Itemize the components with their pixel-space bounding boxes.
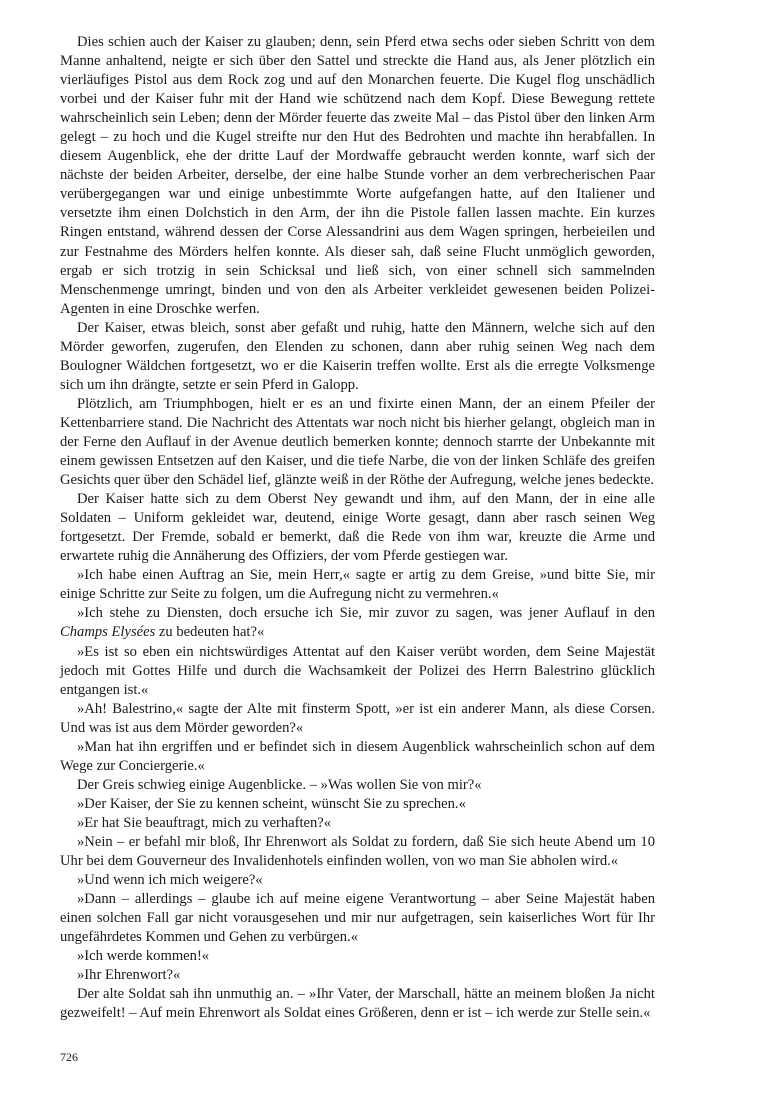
paragraph: Dies schien auch der Kaiser zu glauben; denn, sein Pferd etwa sechs oder sieben Schritt von dem Manne anhaltend, neigte er sich über den Sattel und streckte die Hand aus, als Jener plötzlich ein vierläufiges Pistol aus dem Rock zog und auf den Monarchen feuerte. Die Kugel flog unschädlich vorbei und der Kaiser fuhr mit der Hand wie schützend nach dem Kopf. Diese Bewegung rettete wahrscheinlich sein Leben; denn der Mörder feuerte das zweite Mal – das Pistol über den linken Arm gelegt – zu hoch und die Kugel streifte nur den Hut des Bedrohten und machte ihn herabfallen. In diesem Augenblick, ehe der dritte Lauf der Mordwaffe gebraucht werden konnte, warf sich der nächste der beiden Arbeiter, derselbe, der eine halbe Stunde vorher an dem verbrecherischen Paar verübergegangen war und einige unbestimmte Worte aufgefangen hatte, auf den Italiener und versetzte ihm einen Dolchstich in den Arm, der ihn die Pistole fallen lassen machte. Ein kurzes Ringen entstand, während dessen der Corse Alessandrini aus dem Wagen springen, herbeieilen und zur Festnahme des Mörders helfen konnte. Als dieser sah, daß seine Flucht unmöglich geworden, ergab er sich trotzig in sein Schicksal und ließ sich, von einer schnell sich sammelnden Menschenmenge umringt, binden und von den als Arbeiter verkleidet gewesenen beiden Polizei-Agenten in eine Droschke werfen. <box>60 34 655 317</box>
paragraph: »Ich habe einen Auftrag an Sie, mein Herr,« sagte er artig zu dem Greise, »und bitte Sie, mir einige Schritte zur Seite zu folgen, um die Aufregung nicht zu vermehren.« <box>60 567 655 603</box>
paragraph <box>60 604 655 642</box>
paragraph: »Ah! Balestrino,« sagte der Alte mit finsterm Spott, »er ist ein anderer Mann, als diese Corsen. Und was ist aus dem Mörder geworden?« <box>60 700 655 736</box>
paragraph: »Ihr Ehrenwort?« <box>77 967 181 984</box>
paragraph: »Man hat ihn ergriffen und er befindet sich in diesem Augenblick wahrscheinlich schon auf dem Wege zur Conciergerie.« <box>60 738 655 774</box>
paragraph: »Nein – er befahl mir bloß, Ihr Ehrenwort als Soldat zu fordern, daß Sie sich heute Abend um 10 Uhr bei dem Gouverneur des Invalidenhotels einfinden wollen, von wo man Sie abholen wird.« <box>60 833 655 870</box>
text-run: zu bedeuten hat?« <box>155 624 265 641</box>
paragraph: »Und wenn ich mich weigere?« <box>77 872 263 889</box>
paragraph: Der Kaiser, etwas bleich, sonst aber gefaßt und ruhig, hatte den Männern, welche sich auf den Mörder geworfen, zugerufen, den Elenden zu schonen, dann aber ruhig seinen Weg nach dem Boulogner Wäldchen fortgesetzt, wo er die Kaiserin treffen wollte. Erst als die erregte Volksmenge sich um ihn drängte, setzte er sein Pferd in Galopp. <box>60 319 655 393</box>
paragraph: »Dann – allerdings – glaube ich auf meine eigene Verantwortung – aber Seine Majestät haben einen solchen Fall gar nicht vorausgesehen und mir nur aufgetragen, sein kaiserliches Wort für Ihr ungefährdetes Kommen und Gehen zu verbürgen.« <box>60 891 655 946</box>
paragraph: »Ich werde kommen!« <box>77 948 210 965</box>
paragraph: Der alte Soldat sah ihn unmuthig an. – »Ihr Vater, der Marschall, hätte an meinem bloßen Ja nicht gezweifelt! – Auf mein Ehrenwort als Soldat eines Größeren, denn er ist – ich werde zur Stelle sein.« <box>60 986 655 1022</box>
page-number: 726 <box>60 1050 78 1064</box>
italic-place-name: Champs Elysées <box>60 624 156 641</box>
text-run: »Ich stehe zu Diensten, doch ersuche ich Sie, mir zuvor zu sagen, was jener Auflauf in den <box>77 605 655 622</box>
paragraph: »Der Kaiser, der Sie zu kennen scheint, wünscht Sie zu sprechen.« <box>77 795 466 812</box>
paragraph: »Er hat Sie beauftragt, mich zu verhaften?« <box>77 814 332 831</box>
page-body <box>60 33 655 1023</box>
paragraph: »Es ist so eben ein nichtswürdiges Attentat auf den Kaiser verübt worden, dem Seine Majestät jedoch mit Gottes Hilfe und durch die Wachsamkeit der Polizei des Herrn Balestrino glücklich entgangen ist.« <box>60 643 655 698</box>
paragraph: Der Greis schwieg einige Augenblicke. – »Was wollen Sie von mir?« <box>77 776 482 793</box>
paragraph: Der Kaiser hatte sich zu dem Oberst Ney gewandt und ihm, auf den Mann, der in eine alle Soldaten – Uniform gekleidet war, deutend, einige Worte gesagt, dann aber rasch seinen Weg fortgesetzt. Der Fremde, sobald er bemerkt, daß die Rede von ihm war, kreuzte die Arme und erwartete ruhig die Annäherung des Offiziers, der vom Pferde gestiegen war. <box>60 491 655 565</box>
paragraph: Plötzlich, am Triumphbogen, hielt er es an und fixirte einen Mann, der an einem Pfeiler der Kettenbarriere stand. Die Nachricht des Attentats war noch nicht bis hierher gelangt, obgleich man in der Ferne den Auflauf in der Avenue deutlich bemerken konnte; dennoch starrte der Unbekannte mit einem gewissen Entsetzen auf den Kaiser, und die tiefe Narbe, die von der linken Schläfe des greifen Gesichts quer über den Schädel lief, glänzte weiß in der Röthe der Aufregung, welche jenes bedeckte. <box>60 395 655 489</box>
